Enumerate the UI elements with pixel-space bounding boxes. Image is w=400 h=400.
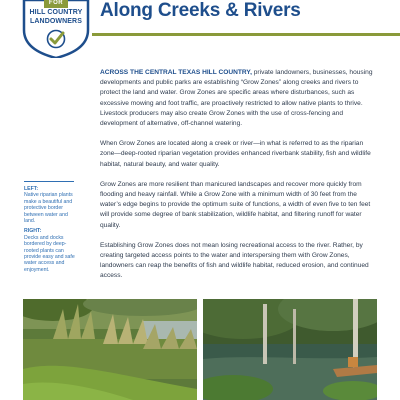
landowners-badge [22, 0, 90, 58]
lead-in: ACROSS THE CENTRAL TEXAS HILL COUNTRY, [100, 69, 252, 76]
paragraph-4: Establishing Grow Zones does not mean losing recreational access to the river. Rather, by creating targeted access points to the water and interspersing them with Grow Zones, landowners can reap the benefits of fish and wildlife habitat, reduced erosion, and continued access. [100, 241, 369, 280]
header-rule [92, 33, 400, 36]
paragraph-3: Grow Zones are more resilient than manicured landscapes and recover more quickly from flooding and heavy rainfall. While a Grow Zone with a minimum width of 30 feet from the water’s edge begins to provide the optimum suite of functions, a width of even five to ten feet will provide some degree of bank stabilization, wildlife habitat, and filtering runoff for water quality. [100, 180, 371, 229]
photo-captions [24, 181, 76, 277]
page-title: Along Creeks & Rivers [100, 0, 301, 21]
paragraph-1-text: private landowners, businesses, housing developments and public parks are establishing “Grow Zones” along creeks and rivers to protect the land and water. Grow Zones are specific areas where disturbances, such as excessive mowing and foot traffic, are proactively restricted to allow native plants to thrive. Livestock producers may also create Grow Zones with the use of cross-fencing and development of alternative, off-channel watering. [100, 69, 373, 128]
caption-right-text: Decks and docks bordered by deep-rooted plants can provide easy and safe water access and enjoyment. [24, 234, 75, 273]
dock-photo-illustration [203, 299, 377, 400]
caption-left-title: LEFT: [24, 186, 39, 192]
photo-dock-access [203, 299, 377, 400]
paragraph-1 [100, 68, 378, 129]
article-body [100, 68, 378, 292]
photo-riparian-plants [23, 299, 197, 400]
badge-line-2: LANDOWNERS [30, 18, 82, 25]
badge-top-label: FOR [48, 0, 64, 6]
riparian-photo-illustration [23, 299, 197, 400]
badge-line-1: HILL COUNTRY [29, 9, 83, 16]
caption-left-text: Native riparian plants make a beautiful and protective border between water and land. [24, 192, 73, 225]
caption-right-title: RIGHT: [24, 228, 42, 235]
paragraph-2: When Grow Zones are located along a creek or river—in what is referred to as the riparian zone—deep-rooted riparian vegetation provides enhanced riverbank stability, fish and wildlife habitat, natural beauty, and water quality. [100, 140, 371, 168]
caption-rule [24, 181, 74, 182]
